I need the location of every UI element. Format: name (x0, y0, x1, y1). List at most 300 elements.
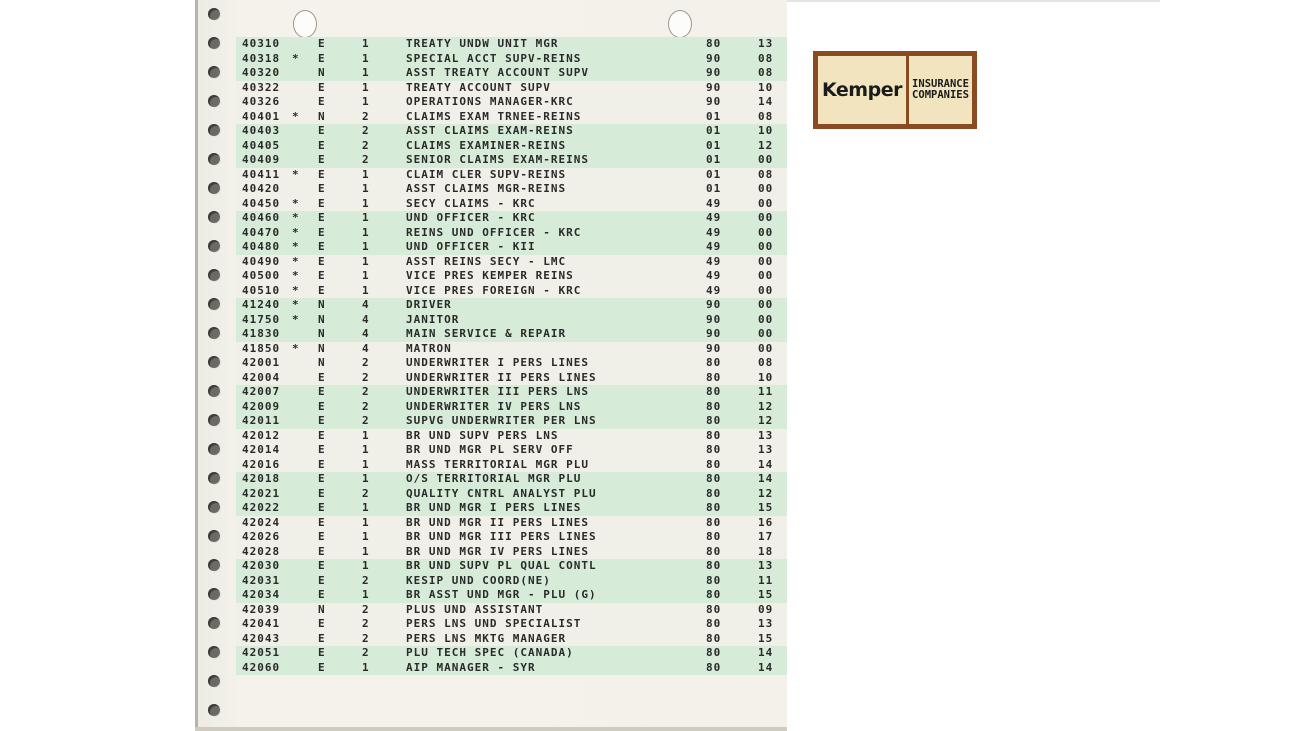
level-cell: 1 (362, 269, 370, 282)
job-title-cell: UND OFFICER - KRC (406, 211, 536, 224)
job-title-cell: ASST REINS SECY - LMC (406, 254, 567, 268)
department-code-cell: 90 (706, 80, 722, 94)
department-code-cell: 49 (706, 211, 722, 224)
table-row (236, 400, 787, 415)
grade-cell: 00 (758, 269, 774, 282)
job-code-cell: 42031 (242, 573, 281, 587)
table-row (236, 168, 787, 183)
job-code-cell: 42014 (242, 443, 281, 456)
table-row (236, 226, 787, 241)
feed-hole (208, 269, 220, 281)
level-cell: 1 (362, 501, 370, 514)
top-divider-line (787, 0, 1160, 2)
grade-cell: 12 (758, 138, 774, 152)
kemper-logo-line2: COMPANIES (912, 89, 969, 101)
department-code-cell: 80 (706, 385, 722, 398)
department-code-cell: 80 (706, 588, 722, 601)
grade-cell: 14 (758, 472, 774, 485)
level-cell: 2 (362, 631, 370, 645)
level-cell: 1 (362, 182, 370, 195)
department-code-cell: 90 (706, 51, 722, 65)
level-cell: 1 (362, 544, 370, 558)
department-code-cell: 80 (706, 544, 722, 558)
feed-hole (208, 182, 220, 194)
department-code-cell: 80 (706, 443, 722, 456)
job-title-cell: PLUS UND ASSISTANT (406, 602, 544, 616)
table-row (236, 124, 787, 139)
job-title-cell: MATRON (406, 341, 452, 355)
feed-hole (208, 646, 220, 658)
department-code-cell: 01 (706, 124, 722, 137)
table-row (236, 153, 787, 168)
department-code-cell: 90 (706, 66, 722, 79)
job-code-cell: 42028 (242, 544, 281, 558)
level-cell: 2 (362, 414, 370, 427)
job-title-cell: DRIVER (406, 298, 452, 311)
feed-hole (208, 617, 220, 629)
table-row (236, 298, 787, 313)
job-title-cell: BR UND MGR III PERS LINES (406, 530, 597, 543)
exempt-status-cell: E (318, 443, 326, 456)
job-code-cell: 42039 (242, 602, 281, 616)
grade-cell: 00 (758, 153, 774, 166)
grade-cell: 18 (758, 544, 774, 558)
exempt-status-cell: E (318, 385, 326, 398)
feed-hole (208, 530, 220, 542)
table-row (236, 95, 787, 110)
job-code-cell: 40322 (242, 80, 281, 94)
exempt-status-cell: E (318, 588, 326, 601)
feed-hole (208, 356, 220, 368)
level-cell: 2 (362, 617, 370, 630)
job-title-cell: ASST CLAIMS EXAM-REINS (406, 124, 574, 137)
job-title-cell: PERS LNS UND SPECIALIST (406, 617, 582, 630)
table-row (236, 313, 787, 328)
grade-cell: 11 (758, 573, 774, 587)
grade-cell: 08 (758, 167, 774, 181)
job-title-cell: UNDERWRITER II PERS LINES (406, 370, 597, 384)
job-title-cell: BR UND MGR IV PERS LINES (406, 544, 589, 558)
department-code-cell: 49 (706, 283, 722, 297)
kemper-logo-brand: Kemper (818, 56, 906, 124)
table-row (236, 139, 787, 154)
binder-hole-top-right (668, 10, 692, 38)
job-code-cell: 40490 (242, 254, 281, 268)
feed-hole (208, 95, 220, 107)
table-row (236, 574, 787, 589)
job-code-cell: 40470 (242, 225, 281, 239)
table-row (236, 632, 787, 647)
feed-hole (208, 153, 220, 165)
table-row (236, 617, 787, 632)
job-code-cell: 42026 (242, 530, 281, 543)
grade-cell: 14 (758, 646, 774, 659)
exempt-status-cell: E (318, 37, 326, 50)
exempt-status-cell: E (318, 501, 326, 514)
job-title-cell: BR UND MGR I PERS LINES (406, 501, 582, 514)
job-code-cell: 41240 (242, 298, 281, 311)
page-bottom-edge (195, 727, 787, 731)
department-code-cell: 80 (706, 646, 722, 659)
feed-hole (208, 37, 220, 49)
level-cell: 1 (362, 472, 370, 485)
job-title-cell: SENIOR CLAIMS EXAM-REINS (406, 153, 589, 166)
job-title-cell: BR UND SUPV PERS LNS (406, 428, 559, 442)
grade-cell: 00 (758, 312, 774, 326)
star-marker-cell: * (292, 196, 300, 210)
table-row (236, 530, 787, 545)
level-cell: 1 (362, 660, 370, 674)
table-row (236, 356, 787, 371)
exempt-status-cell: E (318, 240, 326, 253)
table-row (236, 66, 787, 81)
exempt-status-cell: E (318, 95, 326, 108)
department-code-cell: 80 (706, 486, 722, 500)
job-code-cell: 42018 (242, 472, 281, 485)
exempt-status-cell: E (318, 196, 326, 210)
exempt-status-cell: E (318, 559, 326, 572)
grade-cell: 12 (758, 399, 774, 413)
grade-cell: 12 (758, 486, 774, 500)
job-title-cell: UNDERWRITER IV PERS LNS (406, 399, 582, 413)
feed-hole (208, 443, 220, 455)
job-title-cell: MASS TERRITORIAL MGR PLU (406, 457, 589, 471)
table-row (236, 52, 787, 67)
exempt-status-cell: N (318, 602, 326, 616)
department-code-cell: 80 (706, 617, 722, 630)
job-code-cell: 40326 (242, 95, 281, 108)
exempt-status-cell: E (318, 486, 326, 500)
job-code-cell: 40411 (242, 167, 281, 181)
job-title-cell: BR UND MGR II PERS LINES (406, 515, 589, 529)
feed-hole (208, 559, 220, 571)
level-cell: 2 (362, 138, 370, 152)
level-cell: 1 (362, 428, 370, 442)
grade-cell: 13 (758, 617, 774, 630)
star-marker-cell: * (292, 109, 300, 123)
table-row (236, 545, 787, 560)
job-code-cell: 40460 (242, 211, 281, 224)
level-cell: 1 (362, 167, 370, 181)
job-code-cell: 42024 (242, 515, 281, 529)
level-cell: 1 (362, 95, 370, 108)
exempt-status-cell: E (318, 254, 326, 268)
grade-cell: 09 (758, 602, 774, 616)
grade-cell: 14 (758, 457, 774, 471)
job-code-cell: 40409 (242, 153, 281, 166)
grade-cell: 16 (758, 515, 774, 529)
grade-cell: 15 (758, 501, 774, 514)
table-row (236, 255, 787, 270)
table-row (236, 458, 787, 473)
job-code-cell: 41850 (242, 341, 281, 355)
department-code-cell: 49 (706, 196, 722, 210)
level-cell: 1 (362, 66, 370, 79)
job-code-cell: 40405 (242, 138, 281, 152)
job-title-cell: O/S TERRITORIAL MGR PLU (406, 472, 582, 485)
department-code-cell: 49 (706, 240, 722, 253)
department-code-cell: 49 (706, 269, 722, 282)
level-cell: 2 (362, 370, 370, 384)
grade-cell: 12 (758, 414, 774, 427)
grade-cell: 00 (758, 327, 774, 340)
table-row (236, 472, 787, 487)
grade-cell: 14 (758, 660, 774, 674)
job-title-cell: VICE PRES FOREIGN - KRC (406, 283, 582, 297)
department-code-cell: 80 (706, 414, 722, 427)
level-cell: 1 (362, 530, 370, 543)
table-row (236, 240, 787, 255)
exempt-status-cell: E (318, 124, 326, 137)
grade-cell: 11 (758, 385, 774, 398)
table-row (236, 327, 787, 342)
grade-cell: 13 (758, 559, 774, 572)
job-code-cell: 42001 (242, 356, 281, 369)
department-code-cell: 80 (706, 472, 722, 485)
level-cell: 2 (362, 573, 370, 587)
level-cell: 1 (362, 457, 370, 471)
job-code-cell: 42011 (242, 414, 281, 427)
job-title-cell: TREATY UNDW UNIT MGR (406, 37, 559, 50)
page-edge-shadow (195, 0, 198, 731)
feed-hole (208, 675, 220, 687)
department-code-cell: 01 (706, 167, 722, 181)
kemper-logo-tagline (909, 56, 972, 124)
job-title-cell: AIP MANAGER - SYR (406, 660, 536, 674)
department-code-cell: 49 (706, 254, 722, 268)
grade-cell: 00 (758, 254, 774, 268)
star-marker-cell: * (292, 240, 300, 253)
job-code-cell: 42043 (242, 631, 281, 645)
exempt-status-cell: E (318, 457, 326, 471)
table-row (236, 487, 787, 502)
department-code-cell: 80 (706, 399, 722, 413)
department-code-cell: 80 (706, 631, 722, 645)
grade-cell: 00 (758, 298, 774, 311)
job-title-cell: CLAIMS EXAMINER-REINS (406, 138, 567, 152)
level-cell: 2 (362, 356, 370, 369)
department-code-cell: 80 (706, 37, 722, 50)
level-cell: 1 (362, 443, 370, 456)
department-code-cell: 01 (706, 109, 722, 123)
department-code-cell: 80 (706, 501, 722, 514)
department-code-cell: 90 (706, 95, 722, 108)
job-title-cell: CLAIMS EXAM TRNEE-REINS (406, 109, 582, 123)
exempt-status-cell: E (318, 646, 326, 659)
feed-hole (208, 472, 220, 484)
feed-hole (208, 211, 220, 223)
star-marker-cell: * (292, 254, 300, 268)
level-cell: 2 (362, 153, 370, 166)
job-title-cell: BR UND MGR PL SERV OFF (406, 443, 574, 456)
job-title-cell: OPERATIONS MANAGER-KRC (406, 95, 574, 108)
level-cell: 2 (362, 602, 370, 616)
feed-hole (208, 414, 220, 426)
level-cell: 4 (362, 341, 370, 355)
job-title-cell: UND OFFICER - KII (406, 240, 536, 253)
table-row (236, 501, 787, 516)
level-cell: 2 (362, 109, 370, 123)
exempt-status-cell: E (318, 225, 326, 239)
job-title-cell: BR ASST UND MGR - PLU (G) (406, 588, 597, 601)
exempt-status-cell: N (318, 356, 326, 369)
job-code-cell: 40420 (242, 182, 281, 195)
grade-cell: 13 (758, 443, 774, 456)
job-code-cell: 40318 (242, 51, 281, 65)
exempt-status-cell: E (318, 283, 326, 297)
exempt-status-cell: N (318, 109, 326, 123)
department-code-cell: 80 (706, 660, 722, 674)
grade-cell: 00 (758, 341, 774, 355)
feed-hole (208, 385, 220, 397)
department-code-cell: 90 (706, 341, 722, 355)
department-code-cell: 80 (706, 356, 722, 369)
grade-cell: 08 (758, 356, 774, 369)
feed-hole (208, 704, 220, 716)
table-row (236, 646, 787, 661)
level-cell: 1 (362, 559, 370, 572)
level-cell: 2 (362, 385, 370, 398)
job-code-cell: 42021 (242, 486, 281, 500)
grade-cell: 10 (758, 124, 774, 137)
exempt-status-cell: E (318, 660, 326, 674)
department-code-cell: 90 (706, 327, 722, 340)
job-title-cell: CLAIM CLER SUPV-REINS (406, 167, 567, 181)
table-row (236, 37, 787, 52)
level-cell: 2 (362, 646, 370, 659)
job-code-table (236, 37, 787, 675)
exempt-status-cell: N (318, 312, 326, 326)
job-title-cell: PERS LNS MKTG MANAGER (406, 631, 567, 645)
table-row (236, 371, 787, 386)
job-code-cell: 40310 (242, 37, 281, 50)
department-code-cell: 80 (706, 602, 722, 616)
job-code-cell: 40510 (242, 283, 281, 297)
grade-cell: 13 (758, 428, 774, 442)
job-code-cell: 41750 (242, 312, 281, 326)
table-row (236, 284, 787, 299)
table-row (236, 588, 787, 603)
exempt-status-cell: N (318, 341, 326, 355)
job-code-cell: 42051 (242, 646, 281, 659)
level-cell: 2 (362, 486, 370, 500)
exempt-status-cell: E (318, 370, 326, 384)
department-code-cell: 80 (706, 530, 722, 543)
exempt-status-cell: E (318, 472, 326, 485)
level-cell: 1 (362, 37, 370, 50)
table-row (236, 414, 787, 429)
job-title-cell: REINS UND OFFICER - KRC (406, 225, 582, 239)
exempt-status-cell: E (318, 544, 326, 558)
star-marker-cell: * (292, 51, 300, 65)
feed-hole (208, 588, 220, 600)
feed-hole (208, 501, 220, 513)
table-row (236, 559, 787, 574)
feed-hole (208, 240, 220, 252)
level-cell: 1 (362, 515, 370, 529)
department-code-cell: 80 (706, 515, 722, 529)
job-code-cell: 42022 (242, 501, 281, 514)
grade-cell: 00 (758, 211, 774, 224)
department-code-cell: 01 (706, 153, 722, 166)
job-code-cell: 42060 (242, 660, 281, 674)
exempt-status-cell: E (318, 269, 326, 282)
feed-hole (208, 8, 220, 20)
grade-cell: 00 (758, 240, 774, 253)
department-code-cell: 49 (706, 225, 722, 239)
job-title-cell: PLU TECH SPEC (CANADA) (406, 646, 574, 659)
star-marker-cell: * (292, 312, 300, 326)
table-row (236, 342, 787, 357)
grade-cell: 08 (758, 66, 774, 79)
job-code-cell: 40500 (242, 269, 281, 282)
department-code-cell: 80 (706, 428, 722, 442)
job-code-cell: 42009 (242, 399, 281, 413)
grade-cell: 14 (758, 95, 774, 108)
exempt-status-cell: E (318, 138, 326, 152)
level-cell: 1 (362, 51, 370, 65)
table-row (236, 385, 787, 400)
job-title-cell: BR UND SUPV PL QUAL CONTL (406, 559, 597, 572)
star-marker-cell: * (292, 341, 300, 355)
exempt-status-cell: E (318, 211, 326, 224)
exempt-status-cell: N (318, 298, 326, 311)
job-code-cell: 42004 (242, 370, 281, 384)
level-cell: 2 (362, 124, 370, 137)
department-code-cell: 80 (706, 559, 722, 572)
job-code-cell: 40401 (242, 109, 281, 123)
level-cell: 4 (362, 327, 370, 340)
table-row (236, 603, 787, 618)
job-code-cell: 42041 (242, 617, 281, 630)
job-code-cell: 40480 (242, 240, 281, 253)
job-title-cell: VICE PRES KEMPER REINS (406, 269, 574, 282)
job-title-cell: TREATY ACCOUNT SUPV (406, 80, 551, 94)
grade-cell: 00 (758, 225, 774, 239)
star-marker-cell: * (292, 298, 300, 311)
exempt-status-cell: N (318, 327, 326, 340)
job-code-cell: 42016 (242, 457, 281, 471)
department-code-cell: 90 (706, 312, 722, 326)
grade-cell: 15 (758, 631, 774, 645)
table-row (236, 661, 787, 676)
job-title-cell: KESIP UND COORD(NE) (406, 573, 551, 587)
table-row (236, 197, 787, 212)
table-row (236, 110, 787, 125)
grade-cell: 15 (758, 588, 774, 601)
star-marker-cell: * (292, 211, 300, 224)
exempt-status-cell: E (318, 573, 326, 587)
exempt-status-cell: E (318, 515, 326, 529)
level-cell: 1 (362, 196, 370, 210)
job-code-cell: 42007 (242, 385, 281, 398)
star-marker-cell: * (292, 283, 300, 297)
star-marker-cell: * (292, 225, 300, 239)
table-row (236, 516, 787, 531)
level-cell: 1 (362, 283, 370, 297)
grade-cell: 13 (758, 37, 774, 50)
star-marker-cell: * (292, 167, 300, 181)
department-code-cell: 80 (706, 370, 722, 384)
exempt-status-cell: E (318, 428, 326, 442)
exempt-status-cell: E (318, 167, 326, 181)
table-row (236, 429, 787, 444)
grade-cell: 08 (758, 51, 774, 65)
kemper-logo-line1: INSURANCE (912, 78, 969, 90)
job-title-cell: SECY CLAIMS - KRC (406, 196, 536, 210)
exempt-status-cell: E (318, 617, 326, 630)
exempt-status-cell: E (318, 51, 326, 65)
